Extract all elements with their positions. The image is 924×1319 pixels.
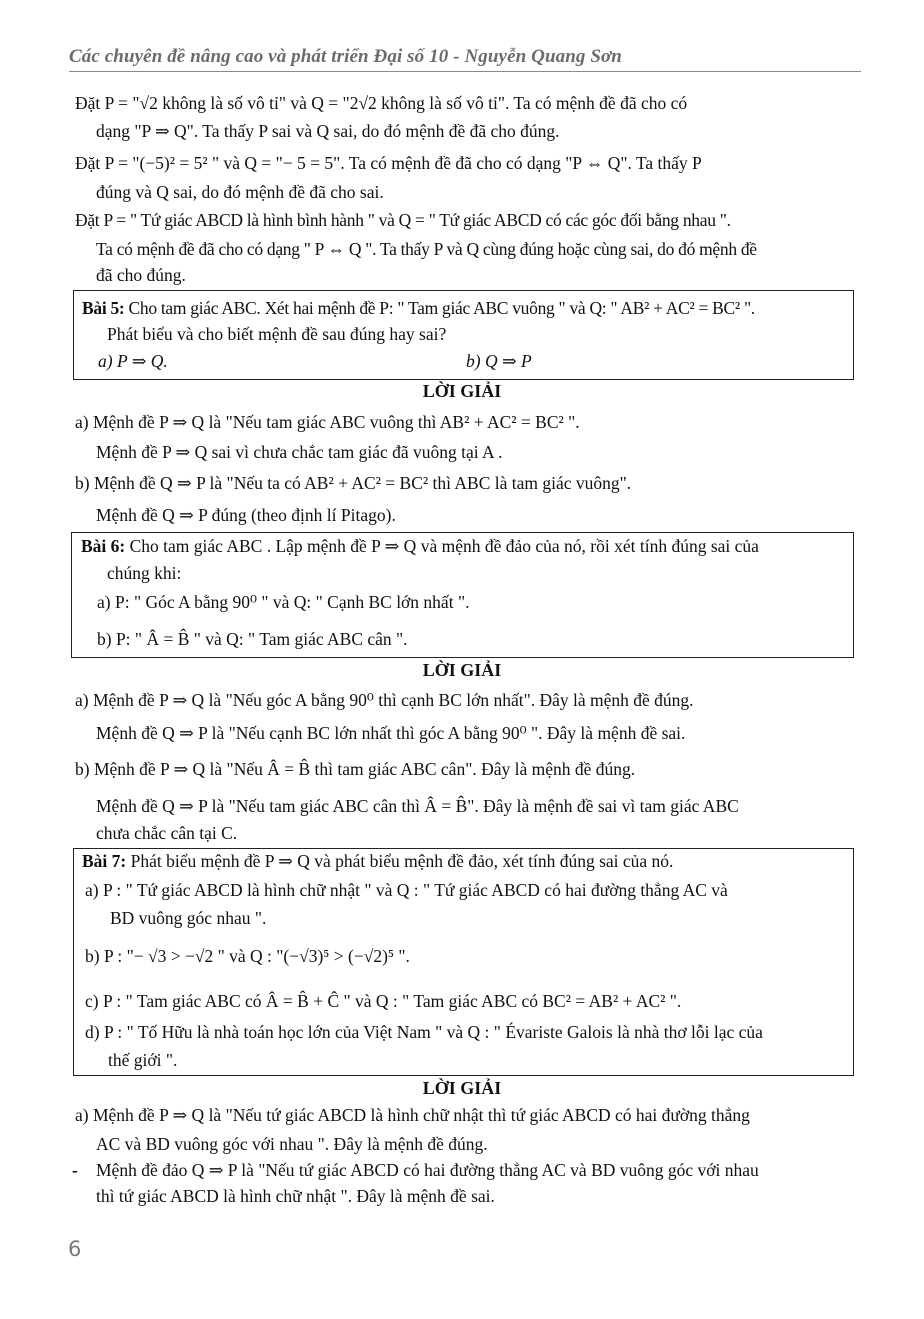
running-header: Các chuyên đề nâng cao và phát triển Đại số 10 - Nguyễn Quang Sơn: [69, 46, 622, 67]
solution-6-b3: chưa chắc cân tại C.: [96, 823, 238, 843]
page-number: 6: [68, 1237, 82, 1261]
solution-7-converse-line1: Mệnh đề đảo Q ⇒ P là "Nếu tứ giác ABCD có hai đường thẳng AC và BD vuông góc với nhau: [96, 1160, 759, 1180]
solution-6-a2: Mệnh đề Q ⇒ P là "Nếu cạnh BC lớn nhất thì góc A bằng 90⁰ ". Đây là mệnh đề sai.: [96, 723, 686, 743]
solution-5-b1: b) Mệnh đề Q ⇒ P là "Nếu ta có AB² + AC² = BC² thì ABC là tam giác vuông".: [75, 473, 632, 493]
solution-heading-7: LỜI GIẢI: [422, 1078, 502, 1098]
prev-solution-g-line1: Đặt P = " Tứ giác ABCD là hình bình hành " và Q = " Tứ giác ABCD có các góc đối bằng nhau ".: [75, 210, 731, 230]
solution-7-a1: a) Mệnh đề P ⇒ Q là "Nếu tứ giác ABCD là hình chữ nhật thì tứ giác ABCD có hai đường thẳng: [75, 1105, 750, 1125]
exercise-7-option-c: c) P : " Tam giác ABC có Â = B̂ + Ĉ " và Q : " Tam giác ABC có BC² = AB² + AC² ".: [85, 991, 682, 1011]
solution-6-a1: a) Mệnh đề P ⇒ Q là "Nếu góc A bằng 90⁰ thì cạnh BC lớn nhất". Đây là mệnh đề đúng.: [75, 690, 694, 710]
exercise-5-option-b: b) Q ⇒ P: [466, 351, 532, 371]
exercise-6-line2: chúng khi:: [107, 563, 182, 583]
solution-7-a2: AC và BD vuông góc với nhau ". Đây là mệnh đề đúng.: [96, 1134, 488, 1154]
solution-5-a2: Mệnh đề P ⇒ Q sai vì chưa chắc tam giác đã vuông tại A .: [96, 442, 503, 462]
exercise-5-title: Bài 5:: [82, 298, 125, 318]
exercise-7-option-d2: thế giới ".: [108, 1050, 178, 1070]
exercise-6-option-a: a) P: " Góc A bằng 90⁰ " và Q: " Cạnh BC lớn nhất ".: [97, 592, 470, 612]
exercise-7-option-d1: d) P : " Tố Hữu là nhà toán học lớn của Việt Nam " và Q : " Évariste Galois là nhà thơ lỗi lạc của: [85, 1022, 763, 1042]
bullet-dash: -: [72, 1160, 78, 1180]
exercise-7-line1: [82, 850, 673, 872]
solution-6-b2: Mệnh đề Q ⇒ P là "Nếu tam giác ABC cân thì Â = B̂". Đây là mệnh đề sai vì tam giác ABC: [96, 796, 739, 816]
solution-heading-5: LỜI GIẢI: [422, 381, 502, 401]
exercise-7-statement: Phát biểu mệnh đề P ⇒ Q và phát biểu mệnh đề đảo, xét tính đúng sai của nó.: [130, 851, 674, 871]
prev-solution-c-line1: Đặt P = "√2 không là số vô tỉ" và Q = "2√2 không là số vô tỉ". Ta có mệnh đề đã cho có: [75, 93, 688, 113]
solution-7-converse-line2: thì tứ giác ABCD là hình chữ nhật ". Đây là mệnh đề sai.: [96, 1186, 495, 1206]
prev-solution-f-line1: Đặt P = "(−5)² = 5² " và Q = "− 5 = 5". Ta có mệnh đề đã cho có dạng "P ⇔ Q". Ta thấy P: [75, 153, 702, 173]
prev-solution-f-line2: đúng và Q sai, do đó mệnh đề đã cho sai.: [96, 182, 384, 202]
exercise-6-line1: [81, 535, 759, 557]
exercise-6-option-b: b) P: " Â = B̂ " và Q: " Tam giác ABC cân ".: [97, 629, 408, 649]
exercise-6-title: Bài 6:: [81, 536, 126, 556]
solution-6-b1: b) Mệnh đề P ⇒ Q là "Nếu Â = B̂ thì tam giác ABC cân". Đây là mệnh đề đúng.: [75, 759, 636, 779]
prev-solution-c-line2: dạng "P ⇒ Q". Ta thấy P sai và Q sai, do đó mệnh đề đã cho đúng.: [96, 121, 560, 141]
exercise-7-option-b: b) P : "− √3 > −√2 " và Q : "(−√3)⁵ > (−√2)⁵ ".: [85, 946, 410, 966]
exercise-5-line1: [82, 297, 755, 319]
exercise-5-statement: Cho tam giác ABC. Xét hai mệnh đề P: " Tam giác ABC vuông " và Q: " AB² + AC² = BC² ".: [128, 298, 755, 318]
solution-5-b2: Mệnh đề Q ⇒ P đúng (theo định lí Pitago).: [96, 505, 396, 525]
solution-5-a1: a) Mệnh đề P ⇒ Q là "Nếu tam giác ABC vuông thì AB² + AC² = BC² ".: [75, 412, 580, 432]
exercise-5-option-a: a) P ⇒ Q.: [98, 351, 168, 371]
prev-solution-g-line2: Ta có mệnh đề đã cho có dạng " P ⇔ Q ". Ta thấy P và Q cùng đúng hoặc cùng sai, do đó mệnh đề: [96, 239, 757, 259]
prev-solution-g-line3: đã cho đúng.: [96, 265, 186, 285]
exercise-6-statement: Cho tam giác ABC . Lập mệnh đề P ⇒ Q và mệnh đề đảo của nó, rồi xét tính đúng sai của: [129, 536, 759, 556]
exercise-7-option-a2: BD vuông góc nhau ".: [110, 908, 267, 928]
exercise-5-line2: Phát biểu và cho biết mệnh đề sau đúng hay sai?: [107, 324, 447, 344]
exercise-7-title: Bài 7:: [82, 851, 127, 871]
solution-heading-6: LỜI GIẢI: [422, 660, 502, 680]
exercise-7-option-a1: a) P : " Tứ giác ABCD là hình chữ nhật " và Q : " Tứ giác ABCD có hai đường thẳng AC và: [85, 880, 728, 900]
header-rule: [69, 71, 861, 72]
